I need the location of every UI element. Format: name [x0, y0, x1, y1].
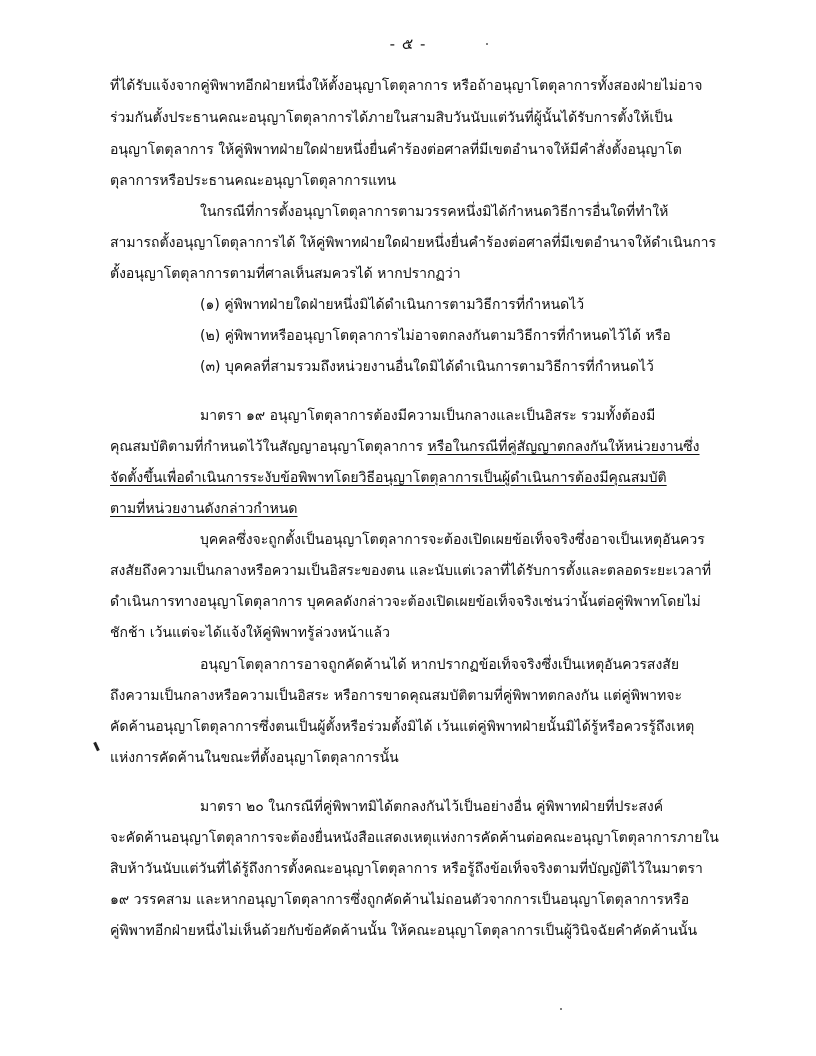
text-line: ชักช้า เว้นแต่จะได้แจ้งให้คู่พิพาทรู้ล่วงหน้าแล้ว	[110, 625, 390, 641]
list-item: (๑) คู่พิพาทฝ่ายใดฝ่ายหนึ่งมิได้ดำเนินการตามวิธีการที่กำหนดไว้	[200, 297, 585, 313]
stray-pen-mark	[93, 742, 100, 751]
page-number: - ๕ -	[389, 35, 427, 53]
amended-text-underlined: หรือในกรณีที่คู่สัญญาตกลงกันให้หน่วยงานซึ่ง	[427, 439, 700, 455]
text-line	[110, 437, 700, 457]
text-line: อนุญาโตตุลาการ ให้คู่พิพาทฝ่ายใดฝ่ายหนึ่งยื่นคำร้องต่อศาลที่มีเขตอำนาจให้มีคำสั่งตั้งอนุญาโต	[110, 142, 682, 158]
scan-speck	[486, 43, 488, 45]
text-line: ถึงความเป็นกลางหรือความเป็นอิสระ หรือการขาดคุณสมบัติตามที่คู่พิพาทตกลงกัน แต่คู่พิพาทจะ	[110, 688, 682, 704]
text-line: แห่งการคัดค้านในขณะที่ตั้งอนุญาโตตุลาการนั้น	[110, 750, 399, 766]
text-line: จะคัดค้านอนุญาโตตุลาการจะต้องยื่นหนังสือแสดงเหตุแห่งการคัดค้านต่อคณะอนุญาโตตุลาการภายใน	[110, 830, 719, 846]
text-line: ที่ได้รับแจ้งจากคู่พิพาทอีกฝ่ายหนึ่งให้ตั้งอนุญาโตตุลาการ หรือถ้าอนุญาโตตุลาการทั้งสองฝ่ายไม่อาจ	[110, 78, 703, 94]
amended-text-underlined: จัดตั้งขึ้นเพื่อดำเนินการระงับข้อพิพาทโดยวิธีอนุญาโตตุลาการเป็นผู้ดำเนินการต้องมีคุณสมบัติ	[110, 470, 667, 486]
text-line: ในกรณีที่การตั้งอนุญาโตตุลาการตามวรรคหนึ่งมิได้กำหนดวิธีการอื่นใดที่ทำให้	[200, 204, 669, 220]
text-line: ๑๙ วรรคสาม และหากอนุญาโตตุลาการซึ่งถูกคัดค้านไม่ถอนตัวจากการเป็นอนุญาโตตุลาการหรือ	[110, 892, 690, 908]
text-line: สงสัยถึงความเป็นกลางหรือความเป็นอิสระของตน และนับแต่เวลาที่ได้รับการตั้งและตลอดระยะเวลาที่	[110, 563, 712, 579]
text-line: สามารถตั้งอนุญาโตตุลาการได้ ให้คู่พิพาทฝ่ายใดฝ่ายหนึ่งยื่นคำร้องต่อศาลที่มีเขตอำนาจให้ดำเนินการ	[110, 235, 717, 251]
text-line: คู่พิพาทอีกฝ่ายหนึ่งไม่เห็นด้วยกับข้อคัดค้านนั้น ให้คณะอนุญาโตตุลาการเป็นผู้วินิจฉัยคำคัดค้านนั้น	[110, 923, 698, 939]
text-segment: คุณสมบัติตามที่กำหนดไว้ในสัญญาอนุญาโตตุลาการ	[110, 439, 428, 455]
text-line: ตั้งอนุญาโตตุลาการตามที่ศาลเห็นสมควรได้ หากปรากฏว่า	[110, 266, 461, 282]
list-item: (๓) บุคคลที่สามรวมถึงหน่วยงานอื่นใดมิได้ดำเนินการตามวิธีการที่กำหนดไว้	[200, 359, 654, 375]
text-line: บุคคลซึ่งจะถูกตั้งเป็นอนุญาโตตุลาการจะต้องเปิดเผยข้อเท็จจริงซึ่งอาจเป็นเหตุอันควร	[200, 532, 705, 548]
text-line: คัดค้านอนุญาโตตุลาการซึ่งตนเป็นผู้ตั้งหรือร่วมตั้งมิได้ เว้นแต่คู่พิพาทฝ่ายนั้นมิได้รู้หรือควรรู้ถึงเหตุ	[110, 719, 695, 735]
scan-speck	[560, 1008, 562, 1010]
text-line: อนุญาโตตุลาการอาจถูกคัดค้านได้ หากปรากฏข้อเท็จจริงซึ่งเป็นเหตุอันควรสงสัย	[200, 657, 680, 673]
section-heading-line: มาตรา ๑๙ อนุญาโตตุลาการต้องมีความเป็นกลางและเป็นอิสระ รวมทั้งต้องมี	[200, 408, 656, 424]
text-line: ตุลาการหรือประธานคณะอนุญาโตตุลาการแทน	[110, 173, 396, 189]
text-line: ดำเนินการทางอนุญาโตตุลาการ บุคคลดังกล่าวจะต้องเปิดเผยข้อเท็จจริงเช่นว่านั้นต่อคู่พิพาทโดยไม่	[110, 594, 701, 610]
text-line: สิบห้าวันนับแต่วันที่ได้รู้ถึงการตั้งคณะอนุญาโตตุลาการ หรือรู้ถึงข้อเท็จจริงตามที่บัญญัติไว้ในมาตรา	[110, 861, 703, 877]
text-line: ร่วมกันตั้งประธานคณะอนุญาโตตุลาการได้ภายในสามสิบวันนับแต่วันที่ผู้นั้นได้รับการตั้งให้เป็น	[110, 110, 673, 126]
list-item: (๒) คู่พิพาทหรืออนุญาโตตุลาการไม่อาจตกลงกันตามวิธีการที่กำหนดไว้ได้ หรือ	[200, 328, 671, 344]
section-heading-line: มาตรา ๒๐ ในกรณีที่คู่พิพาทมิได้ตกลงกันไว้เป็นอย่างอื่น คู่พิพาทฝ่ายที่ประสงค์	[200, 799, 664, 815]
amended-text-underlined: ตามที่หน่วยงานดังกล่าวกำหนด	[110, 501, 298, 517]
